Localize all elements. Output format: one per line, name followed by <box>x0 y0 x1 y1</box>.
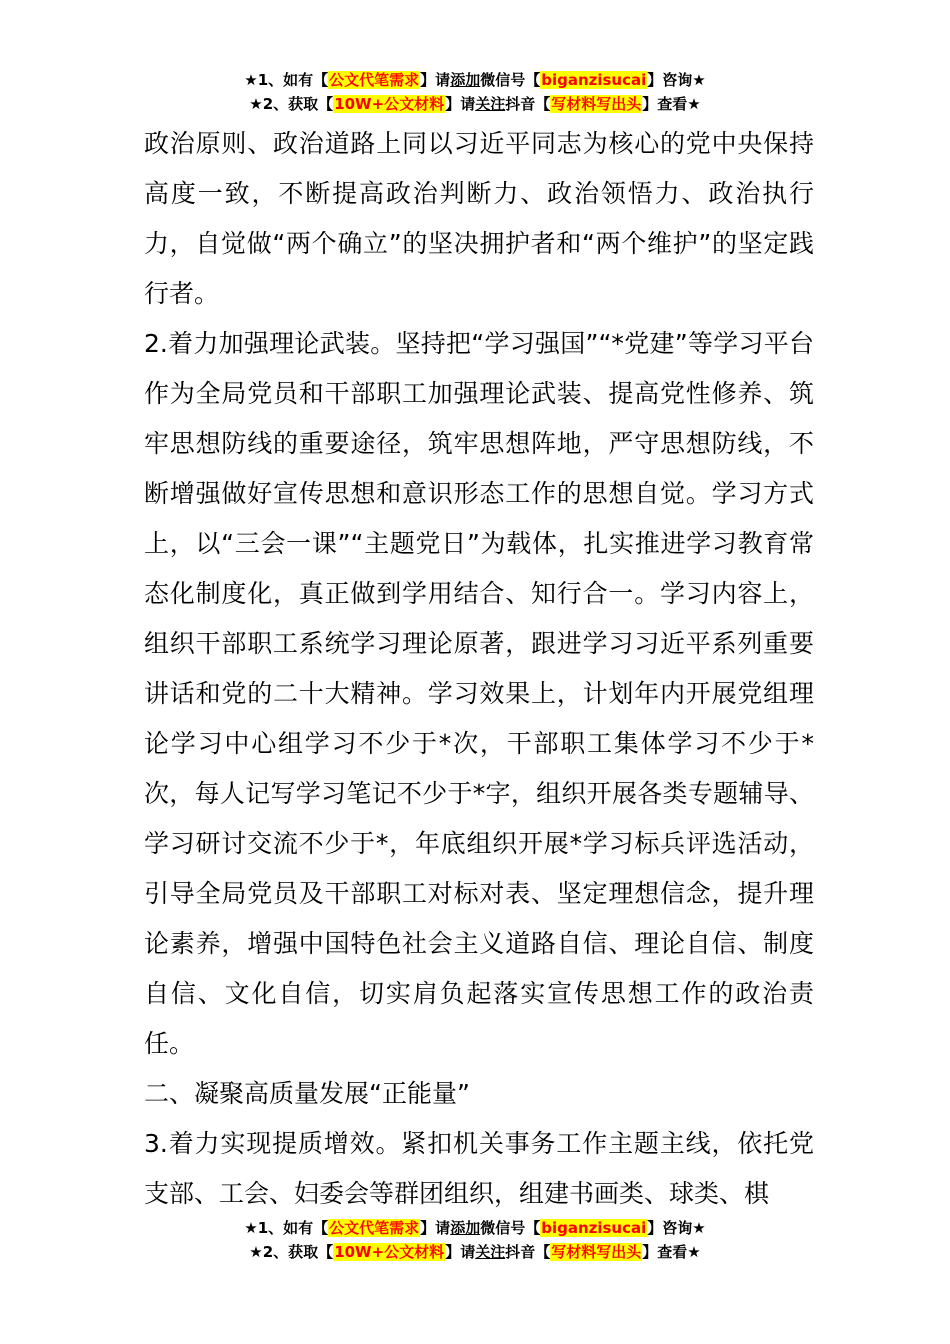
banner-text: ★2、获取【 <box>249 95 334 113</box>
banner-text: 】咨询★ <box>647 1219 706 1237</box>
banner-underlined: 添加 <box>450 1219 481 1237</box>
document-body <box>144 119 814 1219</box>
banner-underlined: 关注 <box>475 1243 506 1261</box>
paragraph-continuation: 政治原则、政治道路上同以习近平同志为核心的党中央保持高度一致，不断提高政治判断力、政治领悟力、政治执行力，自觉做“两个确立”的坚决拥护者和“两个维护”的坚定践行者。 <box>144 129 814 308</box>
banner-text: ★1、如有【 <box>244 1219 329 1237</box>
banner-highlight: 10W+公文材料 <box>334 95 445 113</box>
banner-highlight: 写材料写出头 <box>551 95 642 113</box>
footer-banner <box>0 1216 950 1264</box>
footer-banner-line-2 <box>0 1240 950 1264</box>
banner-highlight: biganzisucai <box>541 1219 647 1237</box>
banner-text: 微信号【 <box>480 1219 541 1237</box>
banner-underlined: 关注 <box>475 95 506 113</box>
banner-text: 抖音【 <box>505 1243 551 1261</box>
banner-underlined: 添加 <box>450 71 481 89</box>
header-banner-line-2 <box>0 92 950 116</box>
header-banner <box>0 68 950 116</box>
banner-highlight: biganzisucai <box>541 71 647 89</box>
banner-highlight: 写材料写出头 <box>551 1243 642 1261</box>
banner-highlight: 公文代笔需求 <box>329 71 420 89</box>
banner-text: 】请 <box>420 71 451 89</box>
footer-banner-line-1 <box>0 1216 950 1240</box>
banner-text: ★1、如有【 <box>244 71 329 89</box>
banner-text: 微信号【 <box>480 71 541 89</box>
banner-text: 】查看★ <box>642 95 701 113</box>
banner-text: 】查看★ <box>642 1243 701 1261</box>
banner-text: ★2、获取【 <box>249 1243 334 1261</box>
paragraph-theory-study: 2.着力加强理论武装。坚持把“学习强国”“*党建”等学习平台作为全局党员和干部职工加强理论武装、提高党性修养、筑牢思想防线的重要途径，筑牢思想阵地，严守思想防线，不断增强做好宣传思想和意识形态工作的思想自觉。学习方式上，以“三会一课”“主题党日”为载体，扎实推进学习教育常态化制度化，真正做到学用结合、知行合一。学习内容上，组织干部职工系统学习理论原著，跟进学习习近平系列重要讲话和党的二十大精神。学习效果上，计划年内开展党组理论学习中心组学习不少于*次，干部职工集体学习不少于*次，每人记写学习笔记不少于*字，组织开展各类专题辅导、学习研讨交流不少于*，年底组织开展*学习标兵评选活动，引导全局党员及干部职工对标对表、坚定理想信念，提升理论素养，增强中国特色社会主义道路自信、理论自信、制度自信、文化自信，切实肩负起落实宣传思想工作的政治责任。 <box>144 329 814 1058</box>
banner-text: 】请 <box>420 1219 451 1237</box>
banner-highlight: 10W+公文材料 <box>334 1243 445 1261</box>
banner-text: 】咨询★ <box>647 71 706 89</box>
banner-text: 】请 <box>445 95 476 113</box>
section-heading: 二、凝聚高质量发展“正能量” <box>144 1079 470 1108</box>
banner-text: 抖音【 <box>505 95 551 113</box>
banner-highlight: 公文代笔需求 <box>329 1219 420 1237</box>
banner-text: 】请 <box>445 1243 476 1261</box>
header-banner-line-1 <box>0 68 950 92</box>
paragraph-quality-efficiency: 3.着力实现提质增效。紧扣机关事务工作主题主线，依托党支部、工会、妇委会等群团组织，组建书画类、球类、棋 <box>144 1129 814 1208</box>
